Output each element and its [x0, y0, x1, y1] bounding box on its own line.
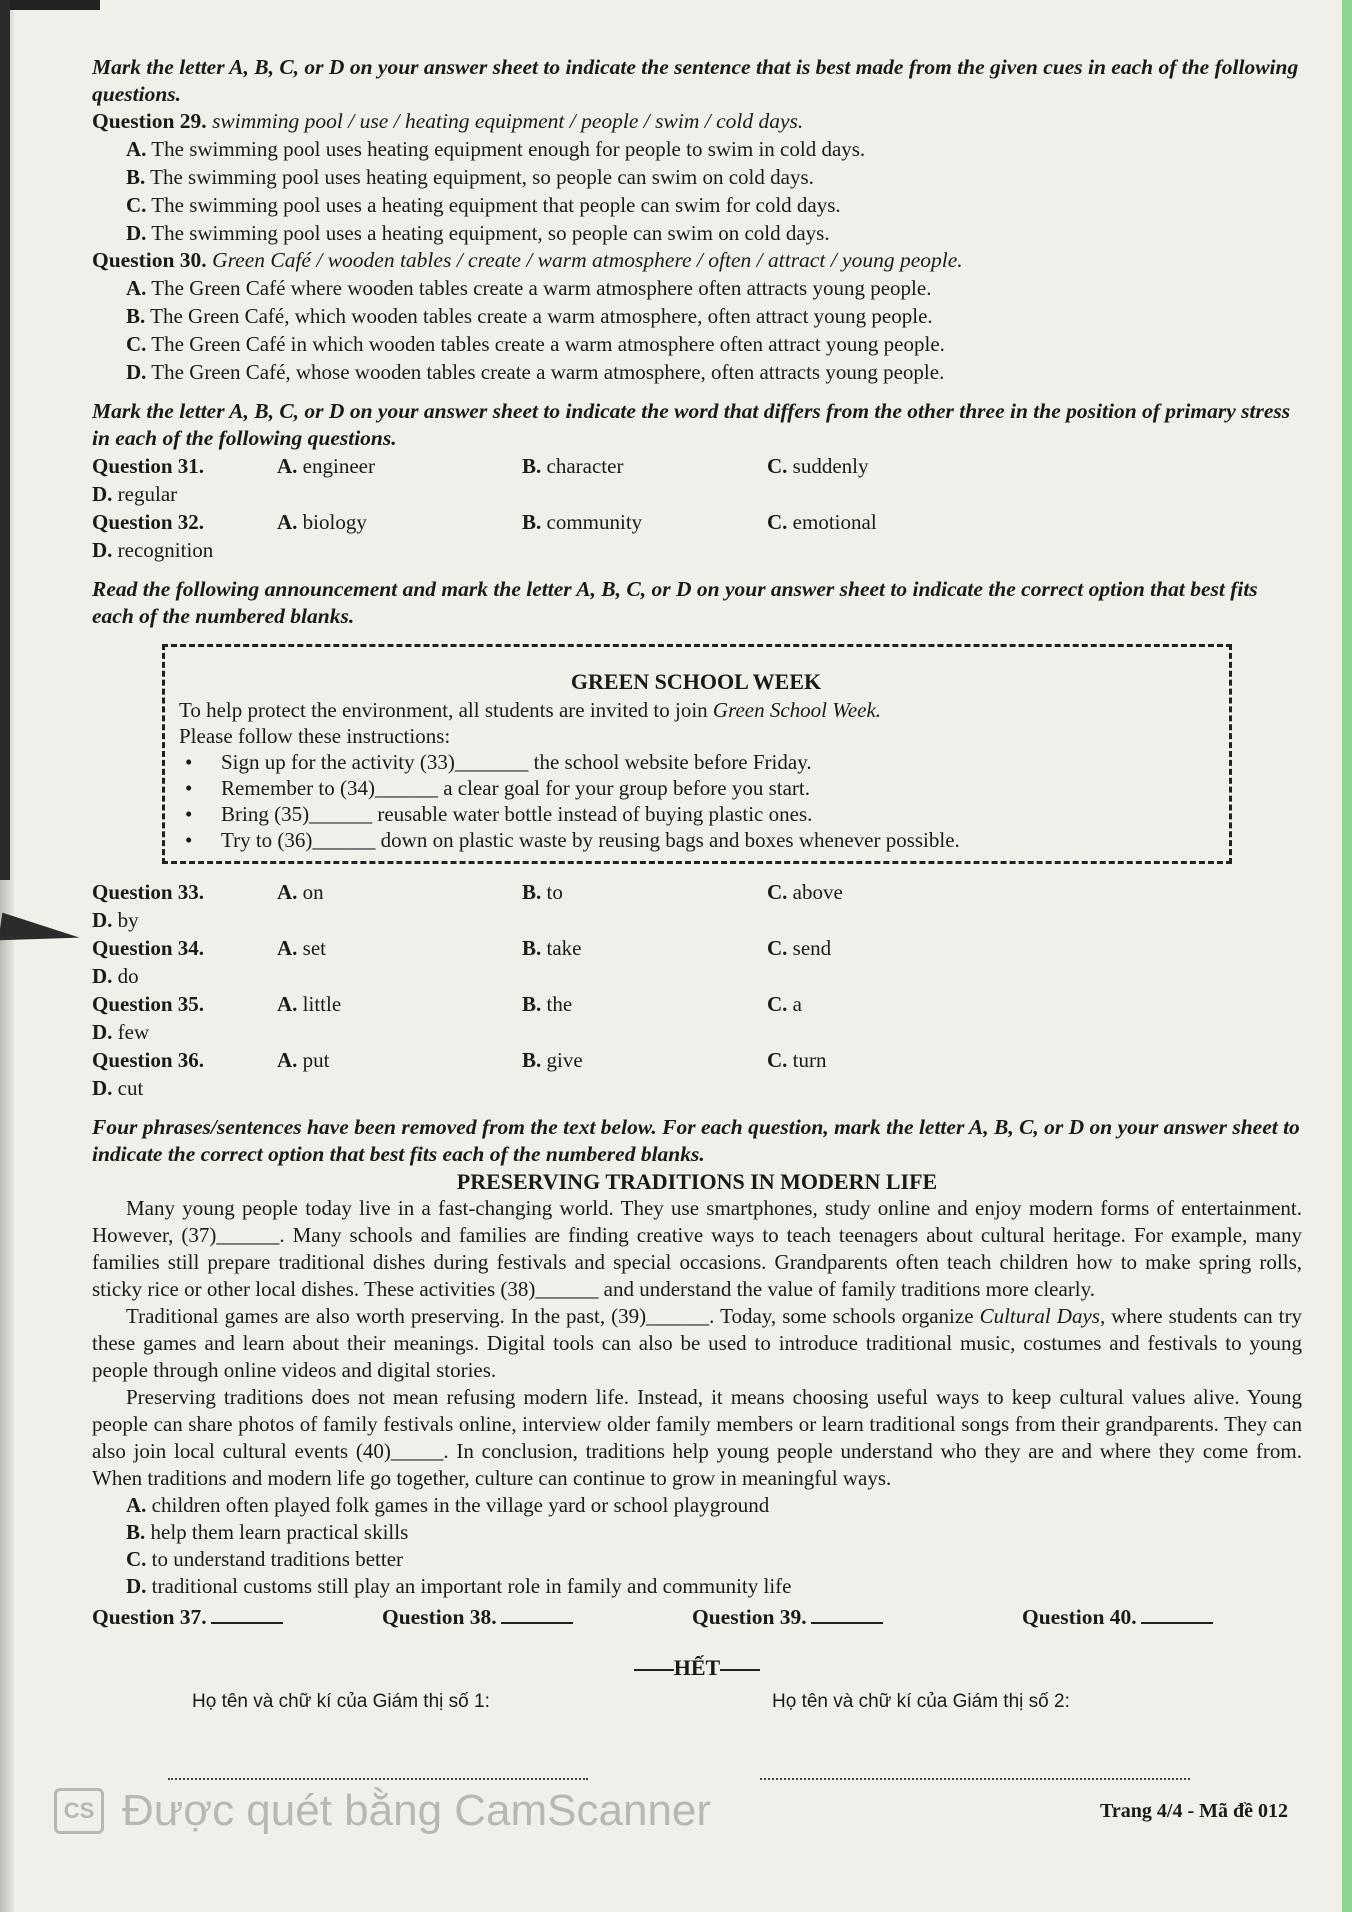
page-code: Trang 4/4 - Mã đề 012: [1100, 1800, 1288, 1822]
question-30-option-b: B. The Green Café, which wooden tables create a warm atmosphere, often attract young people.: [126, 304, 933, 328]
instruction-item: • Remember to (34)______ a clear goal for your group before you start.: [179, 775, 1213, 801]
passage-title: PRESERVING TRADITIONS IN MODERN LIFE: [456, 1169, 938, 1194]
announcement-title: GREEN SCHOOL WEEK: [570, 669, 822, 694]
signature-row: [92, 1690, 1302, 1714]
question-29-option-a: A. The swimming pool uses heating equipment enough for people to swim in cold days.: [126, 137, 866, 161]
passage-option-c: C. to understand traditions better: [126, 1547, 404, 1571]
passage-paragraph-2: Traditional games are also worth preserving. In the past, (39)______. Today, some schools organize Cultural Days, where students can try these games and learn about their meanings. Digital tools can also be used to introduce traditional music, costumes and festivals to young people through online videos and digital stories.: [92, 1304, 1303, 1382]
passage-option-b: B. help them learn practical skills: [126, 1520, 409, 1544]
passage-paragraph-3: Preserving traditions does not mean refusing modern life. Instead, it means choosing useful ways to keep cultural values alive. Young people can share photos of family festivals online, interview older family members or learn traditional songs from their grandparents. They can also join local cultural events (40)_____. In conclusion, traditions help young people understand who they are and where they come from. When traditions and modern life go together, culture can continue to grow in meaningful ways.: [92, 1385, 1302, 1490]
announcement-instructions: [179, 749, 1213, 853]
corner-mark: [0, 0, 100, 10]
announcement-follow: Please follow these instructions:: [179, 724, 451, 748]
answer-37: Question 37.: [92, 1602, 382, 1632]
invigilator-2-label: Họ tên và chữ kí của Giám thị số 2:: [772, 1691, 1070, 1712]
question-31-row: Question 31. A. engineer B. character C. suddenly D. regular: [92, 454, 869, 506]
page-edge-right: [1342, 0, 1352, 1912]
signature-line-2: [760, 1776, 1190, 1780]
question-33-row: Question 33. A. on B. to C. above D. by: [92, 880, 843, 932]
answer-40: Question 40.: [1022, 1602, 1213, 1632]
section3-instruction: Read the following announcement and mark the letter A, B, C, or D on your answer sheet to indicate the correct option that best fits each of the numbered blanks.: [92, 577, 1258, 628]
end-marker: HẾT: [92, 1654, 1302, 1682]
camscanner-watermark: [54, 1786, 711, 1836]
announcement-intro: To help protect the environment, all students are invited to join Green School Week.: [179, 698, 882, 722]
question-34-row: Question 34. A. set B. take C. send D. do: [92, 936, 832, 988]
section1-instruction: Mark the letter A, B, C, or D on your answer sheet to indicate the sentence that is best made from the given cues in each of the following questions.: [92, 55, 1299, 106]
camscanner-logo: CS: [54, 1788, 104, 1834]
question-35-row: Question 35. A. little B. the C. a D. few: [92, 992, 802, 1044]
instruction-item: • Bring (35)______ reusable water bottle instead of buying plastic ones.: [179, 801, 1213, 827]
question-29-title: Question 29. swimming pool / use / heating equipment / people / swim / cold days.: [92, 109, 804, 133]
question-36-row: Question 36. A. put B. give C. turn D. cut: [92, 1048, 827, 1100]
question-30-option-a: A. The Green Café where wooden tables create a warm atmosphere often attracts young people.: [126, 276, 932, 300]
instruction-item: • Sign up for the activity (33)_______ the school website before Friday.: [179, 749, 1213, 775]
camscanner-text: Được quét bằng CamScanner: [122, 1786, 712, 1835]
passage-option-d: D. traditional customs still play an important role in family and community life: [126, 1574, 792, 1598]
exam-page-content: [92, 54, 1302, 1714]
section2-instruction: Mark the letter A, B, C, or D on your answer sheet to indicate the word that differs from the other three in the position of primary stress in each of the following questions.: [92, 399, 1291, 450]
answer-blanks-row: [92, 1602, 1302, 1632]
answer-38: Question 38.: [382, 1602, 692, 1632]
question-29-option-d: D. The swimming pool uses a heating equipment, so people can swim on cold days.: [126, 221, 830, 245]
section4-instruction: Four phrases/sentences have been removed from the text below. For each question, mark the letter A, B, C, or D on your answer sheet to indicate the correct option that best fits each of the numbered blanks.: [92, 1115, 1300, 1166]
answer-39: Question 39.: [692, 1602, 1022, 1632]
question-29-option-c: C. The swimming pool uses a heating equipment that people can swim for cold days.: [126, 193, 841, 217]
question-30-title: Question 30. Green Café / wooden tables / create / warm atmosphere / often / attract / young people.: [92, 248, 963, 272]
passage-paragraph-1: Many young people today live in a fast-changing world. They use smartphones, study online and enjoy modern forms of entertainment. However, (37)______. Many schools and families are finding creative ways to teach teenagers about cultural heritage. For example, many families still prepare traditional dishes during festivals and special occasions. Grandparents often teach children how to make spring rolls, sticky rice or other local dishes. These activities (38)______ and understand the value of family traditions more clearly.: [92, 1196, 1302, 1301]
passage-option-a: A. children often played folk games in the village yard or school playground: [126, 1493, 770, 1517]
question-32-row: Question 32. A. biology B. community C. emotional D. recognition: [92, 510, 877, 562]
invigilator-1-label: Họ tên và chữ kí của Giám thị số 1:: [192, 1691, 490, 1712]
announcement-box: [162, 644, 1232, 864]
question-29-option-b: B. The swimming pool uses heating equipment, so people can swim on cold days.: [126, 165, 814, 189]
signature-line-1: [168, 1776, 588, 1780]
instruction-item: • Try to (36)______ down on plastic waste by reusing bags and boxes whenever possible.: [179, 827, 1213, 853]
question-30-option-c: C. The Green Café in which wooden tables create a warm atmosphere often attract young people.: [126, 332, 945, 356]
question-30-option-d: D. The Green Café, whose wooden tables create a warm atmosphere, often attracts young people.: [126, 360, 945, 384]
binding-edge: [0, 0, 10, 880]
